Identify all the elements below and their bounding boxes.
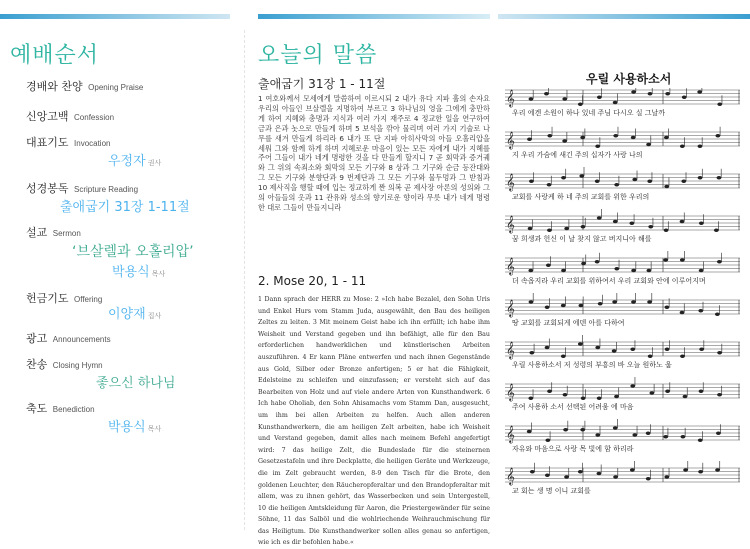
person-role: 목사 [151, 270, 166, 278]
header-bar-middle [258, 14, 490, 19]
person-role: 목사 [147, 425, 162, 433]
order-item-invocation [26, 134, 110, 150]
note-head [664, 229, 669, 232]
staff-system [505, 419, 740, 443]
note-head [698, 439, 703, 442]
note-head [613, 134, 618, 137]
person-role: 집사 [147, 312, 162, 320]
note-head [578, 470, 583, 473]
note-head [646, 432, 651, 435]
item-label: 대표기도 [26, 136, 69, 149]
note-head [597, 216, 602, 219]
staff-system [505, 127, 740, 149]
note-head [629, 222, 634, 225]
treble-clef-icon: 𝄞 [506, 173, 515, 191]
item-label-en: Offering [74, 295, 103, 304]
note-head [664, 136, 669, 139]
note-head [665, 306, 670, 309]
note-head [612, 300, 617, 303]
note-head [547, 390, 552, 393]
note-head [561, 304, 566, 307]
note-head [716, 432, 721, 435]
hymn-lyric-line: 우릴 사용하소서 저 성령의 부흥의 바 오늘 원하노 웁 [512, 361, 672, 369]
treble-clef-icon: 𝄞 [506, 89, 515, 107]
note-head [698, 176, 703, 179]
item-label-en: Opening Praise [88, 83, 144, 92]
item-label: 경배와 찬양 [26, 80, 83, 93]
item-label-en: Sermon [52, 229, 81, 238]
hymn-lyric-line: 더 속옵지라 우리 교회를 위하여서 우리 교회와 안에 이루어지며 [512, 277, 706, 285]
staff-system [505, 461, 740, 485]
todays-word-title: 오늘의 말씀 [258, 43, 378, 68]
note-head [631, 136, 636, 139]
note-head [631, 90, 636, 93]
note-head [717, 103, 722, 106]
person-name: 박용식 [108, 420, 146, 435]
note-head [563, 393, 568, 396]
note-head [595, 346, 600, 349]
note-head [579, 304, 584, 307]
note-head [529, 97, 534, 100]
note-head [595, 145, 600, 148]
note-head [528, 269, 533, 272]
note-head [699, 269, 704, 272]
note-head [631, 300, 636, 303]
note-head [649, 391, 654, 394]
note-head [717, 393, 722, 396]
note-head [715, 134, 720, 137]
note-head [665, 390, 670, 393]
note-head [562, 139, 567, 142]
note-head [547, 183, 552, 186]
note-head [613, 101, 618, 104]
item-label-en: Announcements [52, 335, 111, 344]
note-head [595, 433, 600, 436]
staff-system [505, 88, 740, 107]
note-head [580, 428, 585, 431]
note-head [614, 395, 619, 398]
item-label: 축도 [26, 402, 48, 415]
note-head [561, 269, 566, 272]
person-role: 권사 [147, 159, 162, 167]
note-head [528, 227, 533, 230]
note-head [680, 311, 685, 314]
note-head [714, 229, 719, 232]
note-head [529, 300, 534, 303]
hymn-lyric-line: 지 우리 가슴에 새긴 주의 십자가 사랑 나의 [512, 151, 643, 159]
note-head [529, 351, 534, 354]
note-head [578, 342, 583, 345]
invocation-leader [108, 150, 161, 169]
note-head [647, 300, 652, 303]
note-head [648, 355, 653, 358]
item-label: 찬송 [26, 358, 48, 371]
note-head [681, 180, 686, 183]
item-label-en: Scripture Reading [74, 185, 139, 194]
note-head [717, 176, 722, 179]
note-head [597, 397, 602, 400]
note-head [595, 180, 600, 183]
note-head [699, 348, 704, 351]
note-head [581, 225, 586, 228]
note-head [545, 439, 550, 442]
item-label-en: Benediction [52, 405, 95, 414]
note-head [563, 428, 568, 431]
note-head [665, 348, 670, 351]
order-item-scripture [26, 180, 138, 196]
german-scripture-text: 1 Dann sprach der HERR zu Mose: 2 »Ich habe Bezalel, den Sohn Uris und Enkel Hurs vom Stamm Juda, ausgewählt, den Bau des heiligen Zeltes zu leiten. 3 Mit meinem Geist habe ich ihn erfüllt; ich habe ihm Weisheit und Verstand gegeben und ihn befähigt, alle für den Bau erforderlichen handwerklichen und künstlerischen Arbeiten auszuführen. 4 Er kann Pläne entwerfen und nach ihnen Gegenstände aus Gold, Silber oder Bronze anfertigen; 5 er hat die Fähigkeit, Edelsteine zu schleifen und einzufassen; er versteht sich auf das Bearbeiten von Holz und auf viele andere Arten von Kunsthandwerk. 6 Ich habe Oholiab, den Sohn Ahisamachs vom Stamm Dan, ausgesucht, um ihm bei allen Arbeiten zu helfen. Auch allen anderen Kunsthandwerkern, die am heiligen Zelt arbeiten, habe ich Weisheit und Verstand gegeben, damit alles nach meinem Befehl angefertigt wird: 7 das heilige Zelt, die Bundeslade für die steinernen Gesetzestafeln und ihre Deckplatte, die heiligen Geräte und Werkzeuge, die im Zelt gebraucht werden, 8-9 den Tisch für die Brote, den goldenen Leuchter, den Räucheropferaltar und den Brandopferaltar mit allem, was zu ihnen gehört, das Wasserbecken und sein Untergestell, 10 die heiligen Amtskleidung für Aaron, die Priestergewänder für seine Söhne, 11 das Salböl und die wohlriechende Weihrauchmischung für das Heiligtum. Die Kunsthandwerker sollen alles genau so anfertigen, wie ich es dir befohlen habe.« [258, 296, 490, 547]
item-label-en: Invocation [74, 139, 111, 148]
hymn-lyric-line: 땅 교회를 교회되게 에덴 아를 다하여 [512, 319, 625, 327]
note-head [663, 435, 668, 438]
note-head [631, 269, 636, 272]
note-head [683, 468, 688, 471]
note-head [580, 136, 585, 139]
hymn-title: 우릴 사용하소서 [586, 72, 672, 86]
hymn-lyric-line: 주여 사용하 소서 선택된 어려움 에 마음 [512, 403, 634, 411]
korean-scripture-text: 1 여호와께서 모세에게 말씀하여 이르시되 2 내가 유다 지파 훌의 손자요 우리의 아들인 브살렐을 지명하여 부르고 3 하나님의 영을 그에게 충만하게 하여 지혜와 총명과 지식과 여러 가지 재주로 4 정교한 일을 연구하여 금과 은과 놋으로 만들게 하며 5 보석을 깎아 물리며 여러 가지 기술로 나무를 새겨 만들게 하리라 6 내가 또 단 지파 아히사막의 아들 오홀리압을 세워 그와 함께 하게 하며 지혜로운 마음이 있는 모든 자에게 내가 지혜를 주어 그들이 내가 네게 명령한 것을 다 만들게 할지니 7 곧 회막과 증거궤와 그 위의 속죄소와 회막의 모든 기구와 8 상과 그 기구와 순금 등잔대와 그 모든 기구와 분향단과 9 번제단과 그 모든 기구와 물두멍과 그 받침과 10 제사직을 행할 때에 입는 정교하게 짠 의복 곧 제사장 아론의 성의와 그의 아들들의 옷과 11 관유와 성소의 향기로운 향이라 무릇 내가 네게 명령한 대로 그들이 만들지니라 [258, 94, 490, 212]
note-head [630, 384, 635, 387]
note-head [612, 349, 617, 352]
note-head [682, 96, 687, 99]
note-head [647, 180, 652, 183]
note-head [598, 302, 603, 305]
note-head [646, 477, 651, 480]
note-head [715, 313, 720, 316]
item-label: 헌금기도 [26, 292, 69, 305]
treble-clef-icon: 𝄞 [506, 341, 515, 359]
page-divider [244, 30, 245, 530]
item-label: 광고 [26, 332, 48, 345]
note-head [680, 258, 685, 261]
note-head [681, 435, 686, 438]
treble-clef-icon: 𝄞 [506, 299, 515, 317]
note-head [581, 262, 586, 265]
note-head [697, 90, 702, 93]
note-head [698, 309, 703, 312]
note-head [527, 138, 532, 141]
note-head [527, 430, 532, 433]
treble-clef-icon: 𝄞 [506, 257, 515, 275]
order-item-confession [26, 108, 114, 124]
note-head [546, 264, 551, 267]
hymn-lyric-line: 교회를 사랑케 하 네 주의 교회를 위한 우리의 [512, 193, 650, 201]
note-head [597, 96, 602, 99]
note-head [699, 222, 704, 225]
staff-system [505, 209, 740, 233]
note-head [647, 269, 652, 272]
person-name: 박용식 [112, 265, 150, 280]
item-label-en: Closing Hymn [52, 361, 103, 370]
note-head [613, 220, 618, 223]
note-head [547, 229, 552, 232]
note-head [630, 348, 635, 351]
note-head [561, 355, 566, 358]
note-head [632, 433, 637, 436]
scripture-reference: 출애굽기 31장 1-11절 [60, 200, 190, 215]
staff-system [505, 335, 740, 359]
order-item-announcements [26, 330, 111, 346]
note-head [614, 183, 619, 186]
benediction-pastor [108, 416, 161, 435]
note-head [578, 103, 583, 106]
item-label: 신앙고백 [26, 110, 69, 123]
order-item-sermon [26, 224, 81, 240]
note-head [663, 258, 668, 261]
note-head [595, 260, 600, 263]
treble-clef-icon: 𝄞 [506, 425, 515, 443]
note-head [547, 134, 552, 137]
hymn-lyric-line: 자유와 마음으로 사랑 목 빛에 함 하리라 [512, 445, 634, 453]
treble-clef-icon: 𝄞 [506, 131, 515, 149]
offering-prayer-leader [108, 303, 161, 322]
person-name: 우정자 [108, 154, 146, 169]
order-item-hymn [26, 356, 103, 372]
note-head [545, 474, 550, 477]
order-of-worship-title: 예배순서 [10, 43, 100, 68]
note-head [717, 260, 722, 263]
note-head [544, 92, 549, 95]
note-head [545, 306, 550, 309]
treble-clef-icon: 𝄞 [506, 383, 515, 401]
note-head [564, 227, 569, 230]
note-head [581, 397, 586, 400]
note-head [680, 145, 685, 148]
staff-system [505, 293, 740, 317]
order-item-offering [26, 290, 102, 306]
item-label-en: Confession [74, 113, 115, 122]
treble-clef-icon: 𝄞 [506, 215, 515, 233]
note-head [715, 468, 720, 471]
note-head [680, 220, 685, 223]
note-head [597, 472, 602, 475]
note-head [528, 397, 533, 400]
order-item-praise [26, 78, 143, 94]
note-head [664, 475, 669, 478]
note-head [614, 267, 619, 270]
note-head [698, 145, 703, 148]
note-head [648, 225, 653, 228]
header-bar-right [498, 14, 750, 19]
note-head [630, 468, 635, 471]
sermon-title: ‘브살렐과 오홀리압’ [72, 244, 194, 260]
item-label: 설교 [26, 226, 48, 239]
order-item-benediction [26, 400, 95, 416]
hymn-name: 좋으신 하나님 [96, 376, 176, 391]
note-head [545, 346, 550, 349]
note-head [664, 185, 669, 188]
note-head [613, 426, 618, 429]
note-head [680, 355, 685, 358]
note-head [632, 178, 637, 181]
staff-system [505, 251, 740, 275]
note-head [564, 475, 569, 478]
note-head [613, 475, 618, 478]
staff-system [505, 377, 740, 401]
note-head [529, 180, 534, 183]
sermon-preacher [112, 261, 165, 280]
hymn-lyric-line: 우리 에겐 소원이 하나 있네 주님 다시오 실 그날까 [512, 109, 666, 117]
note-head [699, 390, 704, 393]
header-bar-left [0, 14, 230, 19]
note-head [683, 395, 688, 398]
note-head [665, 92, 670, 95]
note-head [648, 92, 653, 95]
note-head [698, 470, 703, 473]
person-name: 이양재 [108, 307, 146, 322]
note-head [562, 97, 567, 100]
hymn-lyric-line: 교 회는 생 명 이니 교회를 [512, 487, 591, 495]
german-scripture-reference: 2. Mose 20, 1 - 11 [258, 274, 367, 288]
korean-scripture-reference: 출애굽기 31장 1 - 11절 [258, 77, 386, 91]
hymn-lyric-line: 꿈 희생과 헌신 이 날 찾지 않고 버지니아 해를 [512, 235, 652, 243]
note-head [561, 176, 566, 179]
item-label: 성경봉독 [26, 182, 69, 195]
note-head [646, 143, 651, 146]
note-head [717, 351, 722, 354]
staff-system [505, 167, 740, 191]
note-head [530, 470, 535, 473]
note-head [579, 174, 584, 177]
treble-clef-icon: 𝄞 [506, 467, 515, 485]
